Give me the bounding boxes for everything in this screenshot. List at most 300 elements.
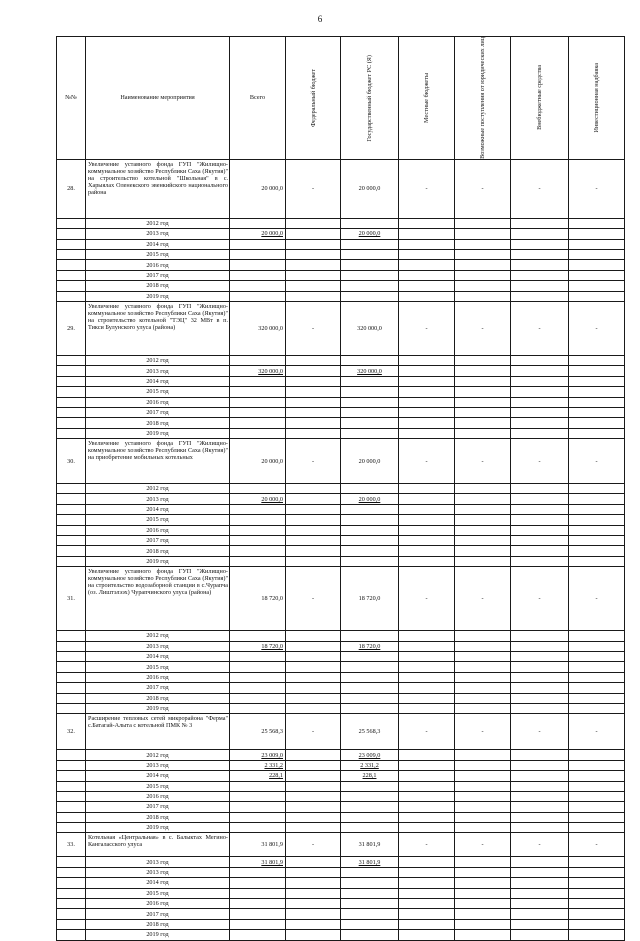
empty-cell bbox=[569, 899, 625, 909]
empty-cell bbox=[569, 631, 625, 641]
empty-cell bbox=[511, 641, 569, 651]
year-label: 2016 год bbox=[86, 525, 230, 535]
year-state-value: 320 000,0 bbox=[341, 366, 399, 376]
event-description: Увеличение уставного фонда ГУП "Жилищно-коммунальное хозяйство Республики Саха (Якутия)" на приобретение мобильных котельных bbox=[86, 439, 230, 484]
offbudget-value: - bbox=[511, 439, 569, 484]
empty-cell bbox=[511, 760, 569, 770]
year-total-value bbox=[230, 781, 286, 791]
empty-cell bbox=[57, 791, 86, 801]
year-total-value bbox=[230, 556, 286, 566]
empty-cell bbox=[569, 494, 625, 504]
empty-cell bbox=[569, 641, 625, 651]
table-row-main bbox=[57, 567, 625, 631]
empty-cell bbox=[399, 791, 455, 801]
table-row-year bbox=[57, 546, 625, 556]
empty-cell bbox=[57, 504, 86, 514]
empty-cell bbox=[286, 484, 341, 494]
markup-value: - bbox=[569, 714, 625, 750]
empty-cell bbox=[511, 781, 569, 791]
empty-cell bbox=[511, 662, 569, 672]
empty-cell bbox=[286, 683, 341, 693]
year-label: 2012 год bbox=[86, 631, 230, 641]
year-total-value bbox=[230, 428, 286, 438]
year-state-value bbox=[341, 536, 399, 546]
empty-cell bbox=[286, 878, 341, 888]
state-value: 31 801,9 bbox=[341, 833, 399, 857]
header-state: Государственный бюджет РС (Я) bbox=[341, 37, 399, 160]
empty-cell bbox=[399, 525, 455, 535]
table-row-year bbox=[57, 888, 625, 898]
year-total-value: 320 000,0 bbox=[230, 366, 286, 376]
empty-cell bbox=[57, 494, 86, 504]
empty-cell bbox=[455, 281, 511, 291]
year-label: 2019 год bbox=[86, 291, 230, 301]
empty-cell bbox=[57, 291, 86, 301]
empty-cell bbox=[455, 802, 511, 812]
year-state-value bbox=[341, 703, 399, 713]
empty-cell bbox=[511, 281, 569, 291]
empty-cell bbox=[399, 250, 455, 260]
empty-cell bbox=[455, 525, 511, 535]
offbudget-value: - bbox=[511, 159, 569, 218]
year-label: 2019 год bbox=[86, 930, 230, 940]
empty-cell bbox=[455, 291, 511, 301]
federal-value: - bbox=[286, 567, 341, 631]
empty-cell bbox=[399, 556, 455, 566]
empty-cell bbox=[455, 536, 511, 546]
year-label: 2019 год bbox=[86, 703, 230, 713]
year-total-value bbox=[230, 683, 286, 693]
empty-cell bbox=[455, 641, 511, 651]
table-row-year bbox=[57, 397, 625, 407]
empty-cell bbox=[399, 802, 455, 812]
empty-cell bbox=[511, 909, 569, 919]
empty-cell bbox=[569, 930, 625, 940]
header-markup: Инвестиционная надбавка bbox=[569, 37, 625, 160]
year-total-value bbox=[230, 899, 286, 909]
empty-cell bbox=[57, 919, 86, 929]
empty-cell bbox=[569, 652, 625, 662]
empty-cell bbox=[399, 366, 455, 376]
year-label: 2015 год bbox=[86, 662, 230, 672]
table-row-year bbox=[57, 930, 625, 940]
empty-cell bbox=[511, 270, 569, 280]
empty-cell bbox=[511, 397, 569, 407]
year-total-value bbox=[230, 909, 286, 919]
year-state-value bbox=[341, 387, 399, 397]
empty-cell bbox=[286, 641, 341, 651]
empty-cell bbox=[511, 857, 569, 867]
empty-cell bbox=[286, 771, 341, 781]
empty-cell bbox=[57, 909, 86, 919]
empty-cell bbox=[57, 781, 86, 791]
empty-cell bbox=[399, 229, 455, 239]
empty-cell bbox=[569, 771, 625, 781]
empty-cell bbox=[286, 515, 341, 525]
empty-cell bbox=[455, 631, 511, 641]
empty-cell bbox=[569, 397, 625, 407]
year-state-value bbox=[341, 781, 399, 791]
year-state-value bbox=[341, 791, 399, 801]
year-total-value bbox=[230, 281, 286, 291]
empty-cell bbox=[455, 867, 511, 877]
year-state-value bbox=[341, 888, 399, 898]
empty-cell bbox=[511, 802, 569, 812]
table-row-main bbox=[57, 833, 625, 857]
table-row-year bbox=[57, 525, 625, 535]
table-row-year bbox=[57, 366, 625, 376]
table-row-main bbox=[57, 439, 625, 484]
empty-cell bbox=[286, 652, 341, 662]
year-label: 2017 год bbox=[86, 802, 230, 812]
empty-cell bbox=[455, 662, 511, 672]
year-state-value bbox=[341, 823, 399, 833]
empty-cell bbox=[57, 823, 86, 833]
empty-cell bbox=[569, 291, 625, 301]
empty-cell bbox=[511, 239, 569, 249]
table-row-year bbox=[57, 781, 625, 791]
local-value: - bbox=[399, 567, 455, 631]
empty-cell bbox=[286, 899, 341, 909]
empty-cell bbox=[569, 239, 625, 249]
table-row-main bbox=[57, 159, 625, 218]
empty-cell bbox=[569, 515, 625, 525]
year-state-value bbox=[341, 281, 399, 291]
year-total-value bbox=[230, 878, 286, 888]
empty-cell bbox=[511, 823, 569, 833]
empty-cell bbox=[286, 418, 341, 428]
empty-cell bbox=[455, 260, 511, 270]
empty-cell bbox=[399, 878, 455, 888]
empty-cell bbox=[455, 515, 511, 525]
year-label: 2016 год bbox=[86, 791, 230, 801]
empty-cell bbox=[569, 888, 625, 898]
empty-cell bbox=[286, 662, 341, 672]
empty-cell bbox=[455, 812, 511, 822]
year-state-value bbox=[341, 546, 399, 556]
federal-value: - bbox=[286, 714, 341, 750]
empty-cell bbox=[57, 672, 86, 682]
year-label: 2012 год bbox=[86, 750, 230, 760]
budget-table bbox=[56, 36, 625, 941]
state-value: 18 720,0 bbox=[341, 567, 399, 631]
empty-cell bbox=[455, 218, 511, 228]
year-total-value bbox=[230, 387, 286, 397]
table-row-year bbox=[57, 218, 625, 228]
empty-cell bbox=[455, 909, 511, 919]
empty-cell bbox=[286, 525, 341, 535]
total-value: 25 568,3 bbox=[230, 714, 286, 750]
empty-cell bbox=[569, 536, 625, 546]
empty-cell bbox=[455, 919, 511, 929]
table-row-year bbox=[57, 260, 625, 270]
empty-cell bbox=[511, 812, 569, 822]
empty-cell bbox=[57, 376, 86, 386]
empty-cell bbox=[57, 802, 86, 812]
year-state-value bbox=[341, 260, 399, 270]
year-state-value bbox=[341, 909, 399, 919]
empty-cell bbox=[286, 750, 341, 760]
empty-cell bbox=[569, 428, 625, 438]
empty-cell bbox=[455, 239, 511, 249]
empty-cell bbox=[455, 878, 511, 888]
empty-cell bbox=[569, 355, 625, 365]
empty-cell bbox=[511, 504, 569, 514]
year-total-value bbox=[230, 291, 286, 301]
empty-cell bbox=[455, 672, 511, 682]
empty-cell bbox=[399, 239, 455, 249]
markup-value: - bbox=[569, 439, 625, 484]
year-state-value bbox=[341, 919, 399, 929]
year-label: 2017 год bbox=[86, 270, 230, 280]
year-total-value bbox=[230, 812, 286, 822]
empty-cell bbox=[569, 418, 625, 428]
year-total-value bbox=[230, 652, 286, 662]
empty-cell bbox=[57, 484, 86, 494]
empty-cell bbox=[286, 229, 341, 239]
year-label: 2015 год bbox=[86, 250, 230, 260]
empty-cell bbox=[286, 930, 341, 940]
empty-cell bbox=[569, 504, 625, 514]
year-total-value bbox=[230, 791, 286, 801]
empty-cell bbox=[286, 888, 341, 898]
year-state-value: 228,1 bbox=[341, 771, 399, 781]
year-total-value: 31 801,9 bbox=[230, 857, 286, 867]
year-label: 2019 год bbox=[86, 428, 230, 438]
empty-cell bbox=[455, 791, 511, 801]
year-label: 2019 год bbox=[86, 556, 230, 566]
empty-cell bbox=[57, 355, 86, 365]
empty-cell bbox=[455, 823, 511, 833]
table-row-year bbox=[57, 387, 625, 397]
empty-cell bbox=[569, 546, 625, 556]
table-row-year bbox=[57, 355, 625, 365]
year-total-value bbox=[230, 662, 286, 672]
empty-cell bbox=[511, 703, 569, 713]
empty-cell bbox=[286, 703, 341, 713]
year-total-value bbox=[230, 888, 286, 898]
empty-cell bbox=[57, 366, 86, 376]
empty-cell bbox=[511, 229, 569, 239]
year-total-value bbox=[230, 515, 286, 525]
empty-cell bbox=[511, 515, 569, 525]
year-label: 2017 год bbox=[86, 536, 230, 546]
legal-value: - bbox=[455, 301, 511, 355]
year-state-value bbox=[341, 428, 399, 438]
year-state-value bbox=[341, 218, 399, 228]
empty-cell bbox=[286, 407, 341, 417]
empty-cell bbox=[399, 652, 455, 662]
year-label: 2017 год bbox=[86, 909, 230, 919]
year-state-value bbox=[341, 407, 399, 417]
year-label: 2013 год bbox=[86, 494, 230, 504]
table-row-year bbox=[57, 899, 625, 909]
year-label: 2018 год bbox=[86, 812, 230, 822]
event-description: Расширение тепловых сетей микрорайона "Ферма" с.Батагай-Алыта с котельной ПМК № 3 bbox=[86, 714, 230, 750]
year-total-value bbox=[230, 397, 286, 407]
empty-cell bbox=[511, 867, 569, 877]
empty-cell bbox=[57, 683, 86, 693]
empty-cell bbox=[569, 909, 625, 919]
year-state-value bbox=[341, 556, 399, 566]
empty-cell bbox=[286, 270, 341, 280]
empty-cell bbox=[57, 693, 86, 703]
table-row-year bbox=[57, 672, 625, 682]
year-state-value: 18 720,0 bbox=[341, 641, 399, 651]
row-number: 28. bbox=[57, 159, 86, 218]
header-legal: Возможные поступления от юридических лиц bbox=[455, 37, 511, 160]
year-total-value: 23 009,0 bbox=[230, 750, 286, 760]
header-offbudget: Внебюджетные средства bbox=[511, 37, 569, 160]
empty-cell bbox=[286, 239, 341, 249]
row-number: 33. bbox=[57, 833, 86, 857]
table-row-year bbox=[57, 515, 625, 525]
empty-cell bbox=[511, 260, 569, 270]
empty-cell bbox=[399, 703, 455, 713]
year-label: 2016 год bbox=[86, 672, 230, 682]
empty-cell bbox=[569, 218, 625, 228]
empty-cell bbox=[399, 494, 455, 504]
markup-value: - bbox=[569, 159, 625, 218]
empty-cell bbox=[569, 281, 625, 291]
empty-cell bbox=[455, 376, 511, 386]
empty-cell bbox=[399, 631, 455, 641]
local-value: - bbox=[399, 714, 455, 750]
local-value: - bbox=[399, 439, 455, 484]
event-description: Увеличение уставного фонда ГУП "Жилищно-коммунальное хозяйство Республики Саха (Якутия)" на строительство водозаборной станции в с.Чурапча (оз. Лиштэлээх) Чурапчинского улуса (района) bbox=[86, 567, 230, 631]
federal-value: - bbox=[286, 833, 341, 857]
empty-cell bbox=[455, 229, 511, 239]
year-label: 2013 год bbox=[86, 366, 230, 376]
year-total-value bbox=[230, 823, 286, 833]
empty-cell bbox=[286, 631, 341, 641]
year-state-value bbox=[341, 355, 399, 365]
empty-cell bbox=[399, 750, 455, 760]
empty-cell bbox=[286, 857, 341, 867]
year-state-value: 23 009,0 bbox=[341, 750, 399, 760]
empty-cell bbox=[399, 812, 455, 822]
empty-cell bbox=[569, 250, 625, 260]
empty-cell bbox=[455, 652, 511, 662]
year-label: 2013 год bbox=[86, 857, 230, 867]
offbudget-value: - bbox=[511, 301, 569, 355]
year-label: 2018 год bbox=[86, 418, 230, 428]
year-state-value: 20 000,0 bbox=[341, 229, 399, 239]
table-body bbox=[57, 159, 625, 940]
year-label: 2013 год bbox=[86, 229, 230, 239]
legal-value: - bbox=[455, 439, 511, 484]
year-label: 2018 год bbox=[86, 693, 230, 703]
empty-cell bbox=[286, 823, 341, 833]
empty-cell bbox=[455, 387, 511, 397]
empty-cell bbox=[511, 693, 569, 703]
table-row-year bbox=[57, 641, 625, 651]
year-label: 2017 год bbox=[86, 407, 230, 417]
empty-cell bbox=[511, 494, 569, 504]
empty-cell bbox=[57, 218, 86, 228]
empty-cell bbox=[455, 418, 511, 428]
table-row-year bbox=[57, 693, 625, 703]
empty-cell bbox=[399, 260, 455, 270]
empty-cell bbox=[286, 494, 341, 504]
empty-cell bbox=[455, 556, 511, 566]
table-row-year bbox=[57, 270, 625, 280]
empty-cell bbox=[399, 291, 455, 301]
year-total-value bbox=[230, 867, 286, 877]
empty-cell bbox=[455, 930, 511, 940]
empty-cell bbox=[511, 376, 569, 386]
year-state-value bbox=[341, 515, 399, 525]
total-value: 20 000,0 bbox=[230, 439, 286, 484]
legal-value: - bbox=[455, 714, 511, 750]
event-description: Увеличение уставного фонда ГУП "Жилищно-коммунальное хозяйство Республики Саха (Якутия)" на строительство котельной "Школьная" в с. Харыялах Оленекского эвенкийского национального района bbox=[86, 159, 230, 218]
empty-cell bbox=[511, 546, 569, 556]
empty-cell bbox=[569, 703, 625, 713]
year-total-value: 2 331,2 bbox=[230, 760, 286, 770]
table-row-year bbox=[57, 909, 625, 919]
empty-cell bbox=[57, 812, 86, 822]
total-value: 320 000,0 bbox=[230, 301, 286, 355]
year-label: 2017 год bbox=[86, 683, 230, 693]
event-description: Увеличение уставного фонда ГУП "Жилищно-коммунальное хозяйство Республики Саха (Якутия)" на строительство котельной "ТЭЦ" 32 МВт в п. Тикси Булунского улуса (района) bbox=[86, 301, 230, 355]
table-row-year bbox=[57, 407, 625, 417]
year-state-value bbox=[341, 802, 399, 812]
empty-cell bbox=[399, 397, 455, 407]
table-row-year bbox=[57, 484, 625, 494]
table-row-year bbox=[57, 823, 625, 833]
empty-cell bbox=[511, 771, 569, 781]
empty-cell bbox=[286, 536, 341, 546]
empty-cell bbox=[399, 899, 455, 909]
year-total-value bbox=[230, 355, 286, 365]
year-label: 2014 год bbox=[86, 504, 230, 514]
year-label: 2013 год bbox=[86, 641, 230, 651]
local-value: - bbox=[399, 301, 455, 355]
year-total-value bbox=[230, 693, 286, 703]
empty-cell bbox=[569, 376, 625, 386]
empty-cell bbox=[399, 823, 455, 833]
empty-cell bbox=[286, 397, 341, 407]
year-state-value bbox=[341, 239, 399, 249]
table-row-main bbox=[57, 301, 625, 355]
empty-cell bbox=[569, 662, 625, 672]
empty-cell bbox=[286, 919, 341, 929]
empty-cell bbox=[511, 652, 569, 662]
empty-cell bbox=[286, 218, 341, 228]
empty-cell bbox=[511, 791, 569, 801]
table-row-year bbox=[57, 760, 625, 770]
markup-value: - bbox=[569, 833, 625, 857]
empty-cell bbox=[57, 525, 86, 535]
empty-cell bbox=[399, 515, 455, 525]
empty-cell bbox=[399, 387, 455, 397]
empty-cell bbox=[57, 281, 86, 291]
table-row-year bbox=[57, 703, 625, 713]
table-row-year bbox=[57, 239, 625, 249]
year-label: 2014 год bbox=[86, 376, 230, 386]
year-total-value bbox=[230, 418, 286, 428]
year-label: 2012 год bbox=[86, 484, 230, 494]
empty-cell bbox=[57, 899, 86, 909]
empty-cell bbox=[57, 260, 86, 270]
empty-cell bbox=[455, 504, 511, 514]
empty-cell bbox=[286, 387, 341, 397]
empty-cell bbox=[57, 867, 86, 877]
empty-cell bbox=[455, 250, 511, 260]
empty-cell bbox=[286, 909, 341, 919]
year-total-value bbox=[230, 250, 286, 260]
empty-cell bbox=[286, 693, 341, 703]
